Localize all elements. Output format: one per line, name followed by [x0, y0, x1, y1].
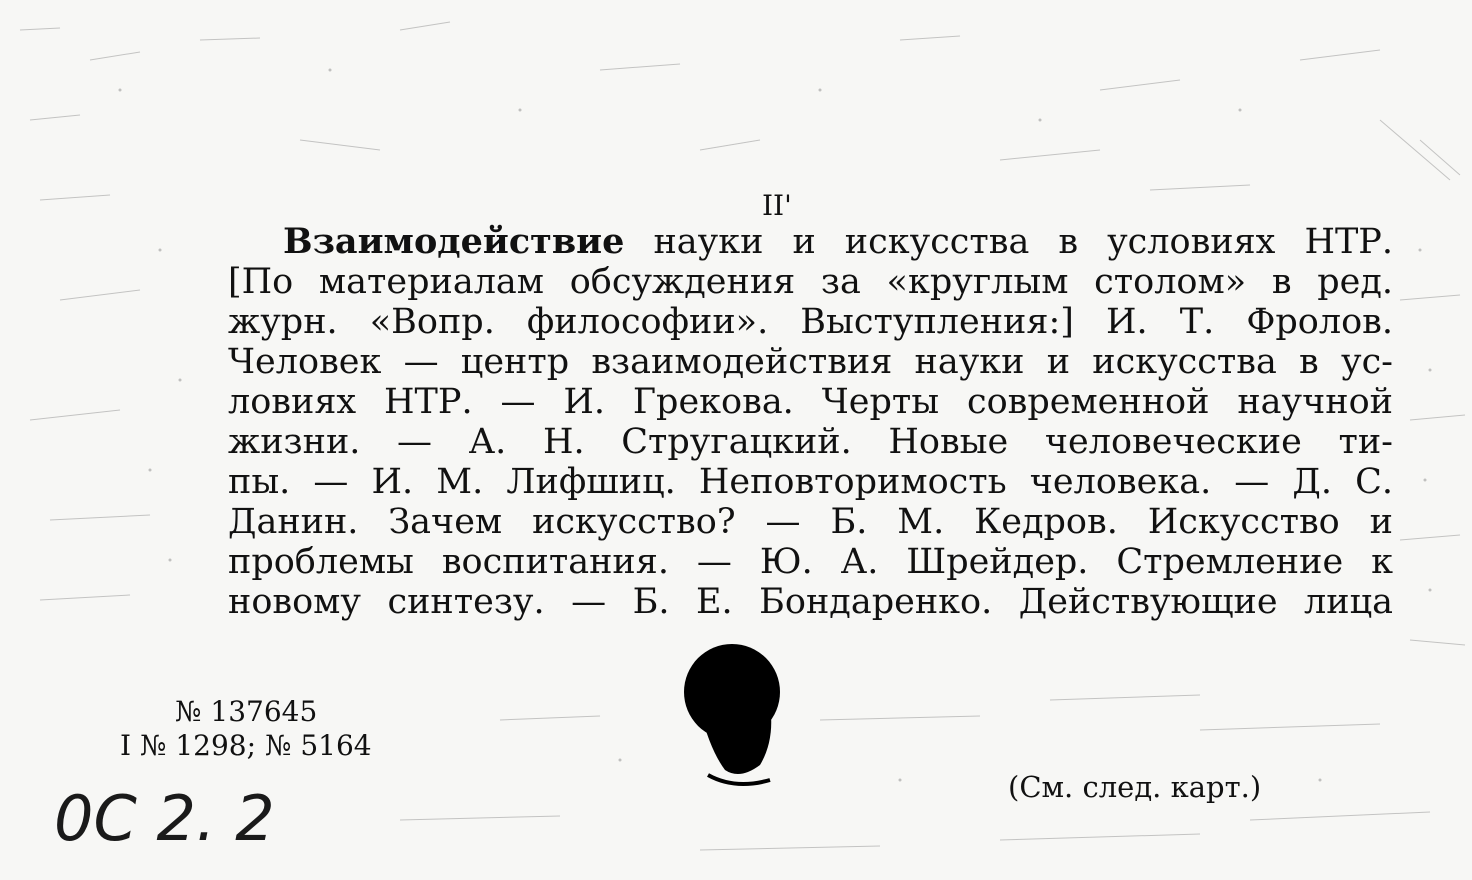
entry-title: Взаимодействие	[283, 221, 625, 262]
entry-line: проблемы воспитания. — Ю. А. Шрейдер. Стремление к	[228, 542, 1393, 582]
card-corner-mark: II'	[762, 189, 792, 222]
entry-title-rest: науки и искусства в условиях НТР.	[653, 222, 1393, 262]
entry-line: журн. «Вопр. философии». Выступления:] И. Т. Фролов.	[228, 302, 1393, 342]
entry-line: Человек — центр взаимодействия науки и искусства в ус-	[228, 342, 1393, 382]
handwritten-shelf-code-text: 0С 2. 2	[54, 782, 275, 855]
entry-line: Данин. Зачем искусство? — Б. М. Кедров. Искусство и	[228, 502, 1393, 542]
entry-line: новому синтезу. — Б. Е. Бондаренко. Действующие лица	[228, 582, 1393, 622]
entry-line: пы. — И. М. Лифшиц. Неповторимость человека. — Д. С.	[228, 462, 1393, 502]
card-references	[120, 695, 372, 763]
entry-line: жизни. — А. Н. Стругацкий. Новые человеческие ти-	[228, 422, 1393, 462]
bibliographic-entry	[228, 222, 1393, 622]
issue-numbers: I № 1298; № 5164	[120, 729, 372, 762]
record-number: № 137645	[175, 695, 318, 728]
entry-line: ловиях НТР. — И. Грекова. Черты современной научной	[228, 382, 1393, 422]
ink-blot	[680, 640, 790, 800]
handwritten-shelf-code	[50, 772, 350, 862]
entry-line	[228, 222, 1393, 262]
see-next-card-note: (См. след. карт.)	[1008, 770, 1262, 804]
entry-line: [По материалам обсуждения за «круглым столом» в ред.	[228, 262, 1393, 302]
